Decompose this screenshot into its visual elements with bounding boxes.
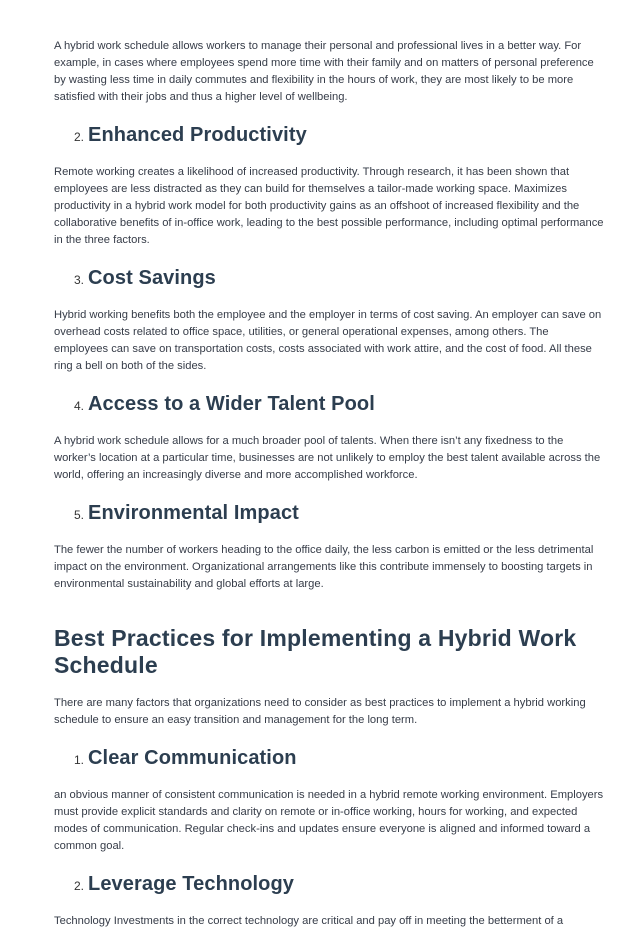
- list-number: 4.: [74, 399, 85, 413]
- paragraph-talent-pool: A hybrid work schedule allows for a much broader pool of talents. When there isn’t any fixedness to the worker’s location at a particular time, businesses are not unlikely to employ the best talent available across the world, offering an increasingly diverse and more accomplished workforce.: [54, 435, 601, 481]
- intro-paragraph: A hybrid work schedule allows workers to manage their personal and professional lives in a better way. For example, in cases where employees spend more time with their family and on matters of personal preference by wasting less time in daily commutes and flexibility in the hours of work, they are most likely to be more satisfied with their jobs and thus a higher level of wellbeing.: [54, 40, 594, 103]
- heading-cost-savings: [74, 267, 604, 293]
- heading-title: Access to a Wider Talent Pool: [88, 393, 375, 415]
- list-number: 5.: [74, 508, 85, 522]
- paragraph-clear-communication: an obvious manner of consistent communication is needed in a hybrid remote working environment. Employers must provide explicit standards and clarity on remote or in-office working, hours for working, and expected modes of communication. Regular check-ins and updates ensure everyone is aligned and informed toward a common goal.: [54, 789, 604, 852]
- heading-talent-pool: [74, 393, 604, 419]
- list-number: 3.: [74, 273, 85, 287]
- section-title: Best Practices for Implementing a Hybrid Work Schedule: [54, 625, 577, 678]
- paragraph-environmental-impact: The fewer the number of workers heading to the office daily, the less carbon is emitted or the less detrimental impact on the environment. Organizational arrangements like this contribute immensely to boosting targets in environmental sustainability and global efforts at large.: [54, 544, 594, 590]
- list-number: 2.: [74, 879, 85, 893]
- heading-enhanced-productivity: [74, 124, 604, 150]
- heading-title: Cost Savings: [88, 267, 216, 289]
- heading-title: Leverage Technology: [88, 873, 295, 895]
- heading-leverage-technology: [74, 873, 604, 899]
- heading-clear-communication: [74, 747, 604, 773]
- paragraph-leverage-technology: Technology Investments in the correct technology are critical and pay off in meeting the betterment of a: [54, 915, 564, 927]
- section-intro-paragraph: There are many factors that organizations need to consider as best practices to implement a hybrid working schedule to ensure an easy transition and management for the long term.: [54, 697, 586, 726]
- heading-title: Clear Communication: [88, 747, 297, 769]
- heading-environmental-impact: [74, 502, 604, 528]
- heading-title: Enhanced Productivity: [88, 124, 307, 146]
- list-number: 1.: [74, 753, 85, 767]
- list-number: 2.: [74, 130, 85, 144]
- paragraph-enhanced-productivity: Remote working creates a likelihood of increased productivity. Through research, it has been shown that employees are less distracted as they can build for themselves a tailor-made working space. Maximizes productivity in a hybrid work model for both productivity gains as an offshoot of increased flexibility and the collaborative benefits of in-office work, leading to the best possible performance, including optimal performance in the three factors.: [54, 166, 604, 246]
- heading-title: Environmental Impact: [88, 502, 299, 524]
- paragraph-cost-savings: Hybrid working benefits both the employee and the employer in terms of cost saving. An employer can save on overhead costs related to office space, utilities, or general operational expenses, among others. The employees can save on transportation costs, costs associated with work attire, and the cost of food. All these ring a bell on both of the sides.: [54, 309, 602, 372]
